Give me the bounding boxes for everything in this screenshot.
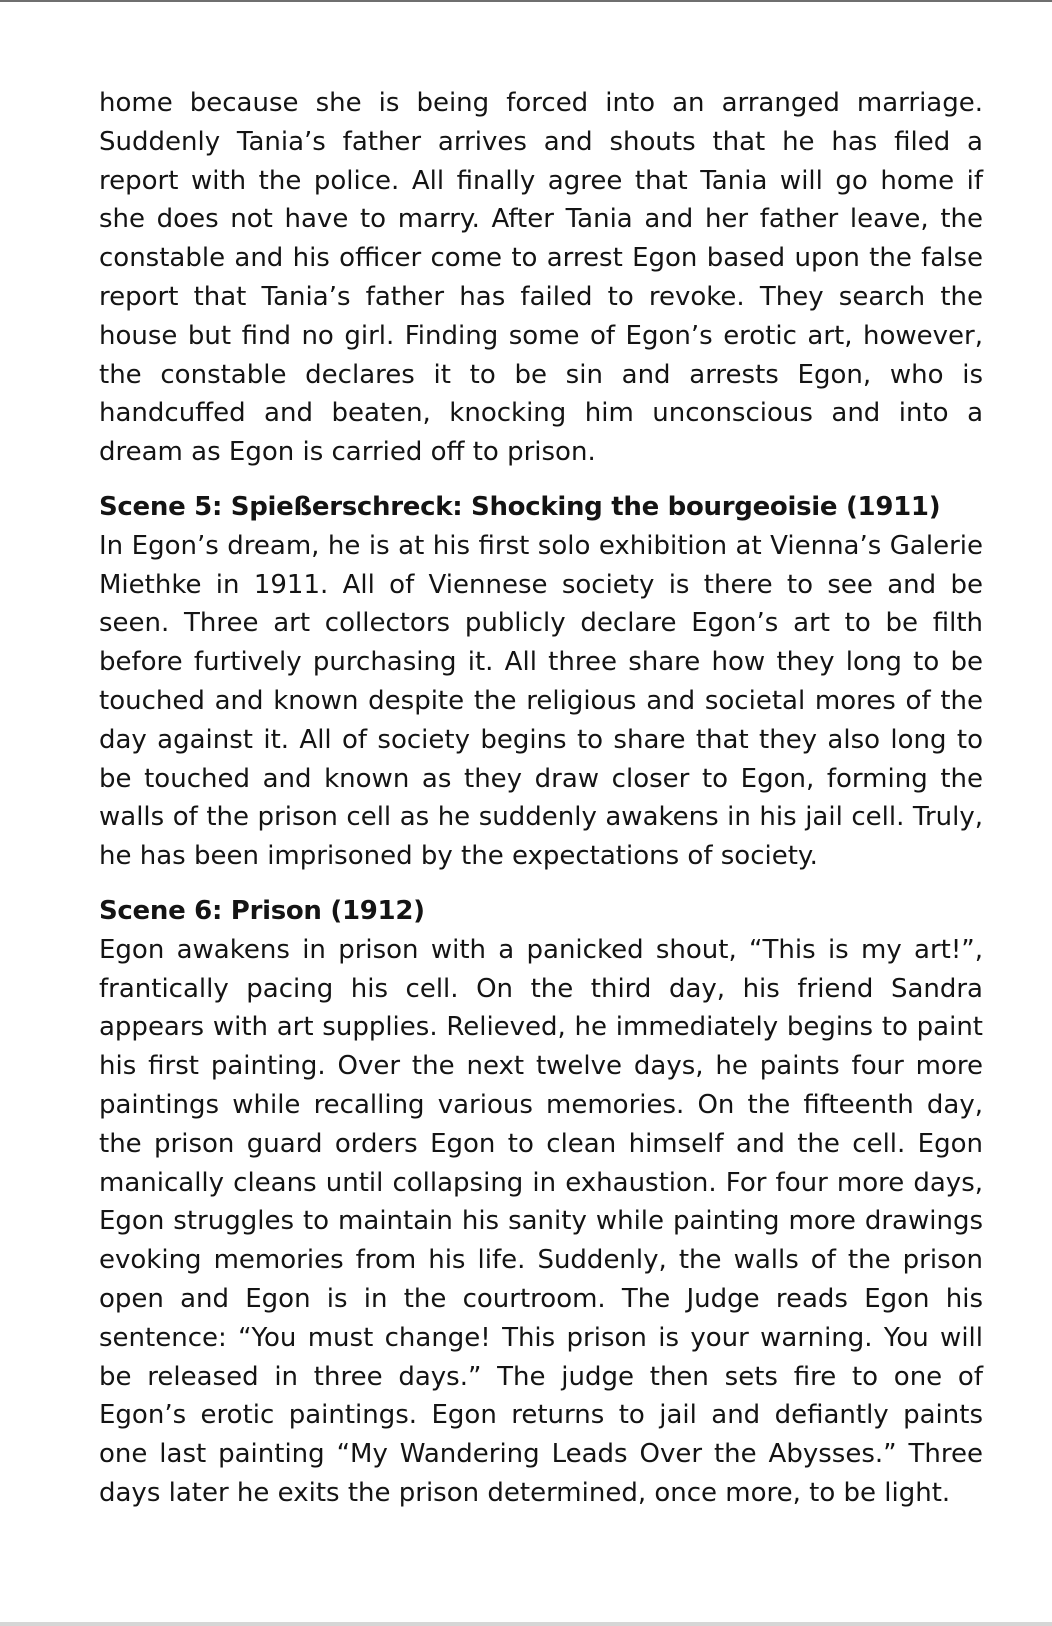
scene-6-paragraph: Egon awakens in prison with a panicked shout, “This is my art!”, frantically pacing his cell. On the third day, his friend Sandra appears with art supplies. Relieved, he immediately begins to paint his first painting. Over the next twelve days, he paints four more paintings while recalling various memories. On the fifteenth day, the prison guard orders Egon to clean himself and the cell. Egon manically cleans until collapsing in exhaustion. For four more days, Egon struggles to maintain his sanity while painting more drawings evoking memories from his life. Suddenly, the walls of the prison open and Egon is in the courtroom. The Judge reads Egon his sentence: “You must change! This prison is your warning. You will be released in three days.” The judge then sets fire to one of Egon’s erotic paintings. Egon returns to jail and defiantly paints one last painting “My Wandering Leads Over the Abysses.” Three days later he exits the prison determined, once more, to be light.: [99, 934, 983, 1508]
scene-5-paragraph: In Egon’s dream, he is at his first solo exhibition at Vienna’s Galerie Miethke in 1911. All of Viennese society is there to see and be seen. Three art collectors publicly declare Egon’s art to be filth before furtively purchasing it. All three share how they long to be touched and known despite the religious and societal mores of the day against it. All of society begins to share that they also long to be touched and known as they draw closer to Egon, forming the walls of the prison cell as he suddenly awakens in his jail cell. Truly, he has been imprisoned by the expectations of society.: [99, 530, 983, 872]
scene-5-section: [99, 488, 983, 876]
scene-6-heading: Scene 6: Prison (1912): [99, 895, 425, 926]
intro-paragraph: home because she is being forced into an arranged marriage. Suddenly Tania’s father arrives and shouts that he has filed a report with the police. All finally agree that Tania will go home if she does not have to marry. After Tania and her father leave, the constable and his officer come to arrest Egon based upon the false report that Tania’s father has failed to revoke. They search the house but find no girl. Finding some of Egon’s erotic art, however, the constable declares it to be sin and arrests Egon, who is handcuffed and beaten, knocking him unconscious and into a dream as Egon is carried off to prison.: [99, 88, 983, 468]
bottom-edge-rule: [0, 1622, 1052, 1626]
scene-6-section: [99, 892, 983, 1513]
document-page: [99, 84, 983, 1513]
scene-5-heading: Scene 5: Spießerschreck: Shocking the bourgeoisie (1911): [99, 491, 941, 522]
top-edge-rule: [0, 0, 1052, 2]
